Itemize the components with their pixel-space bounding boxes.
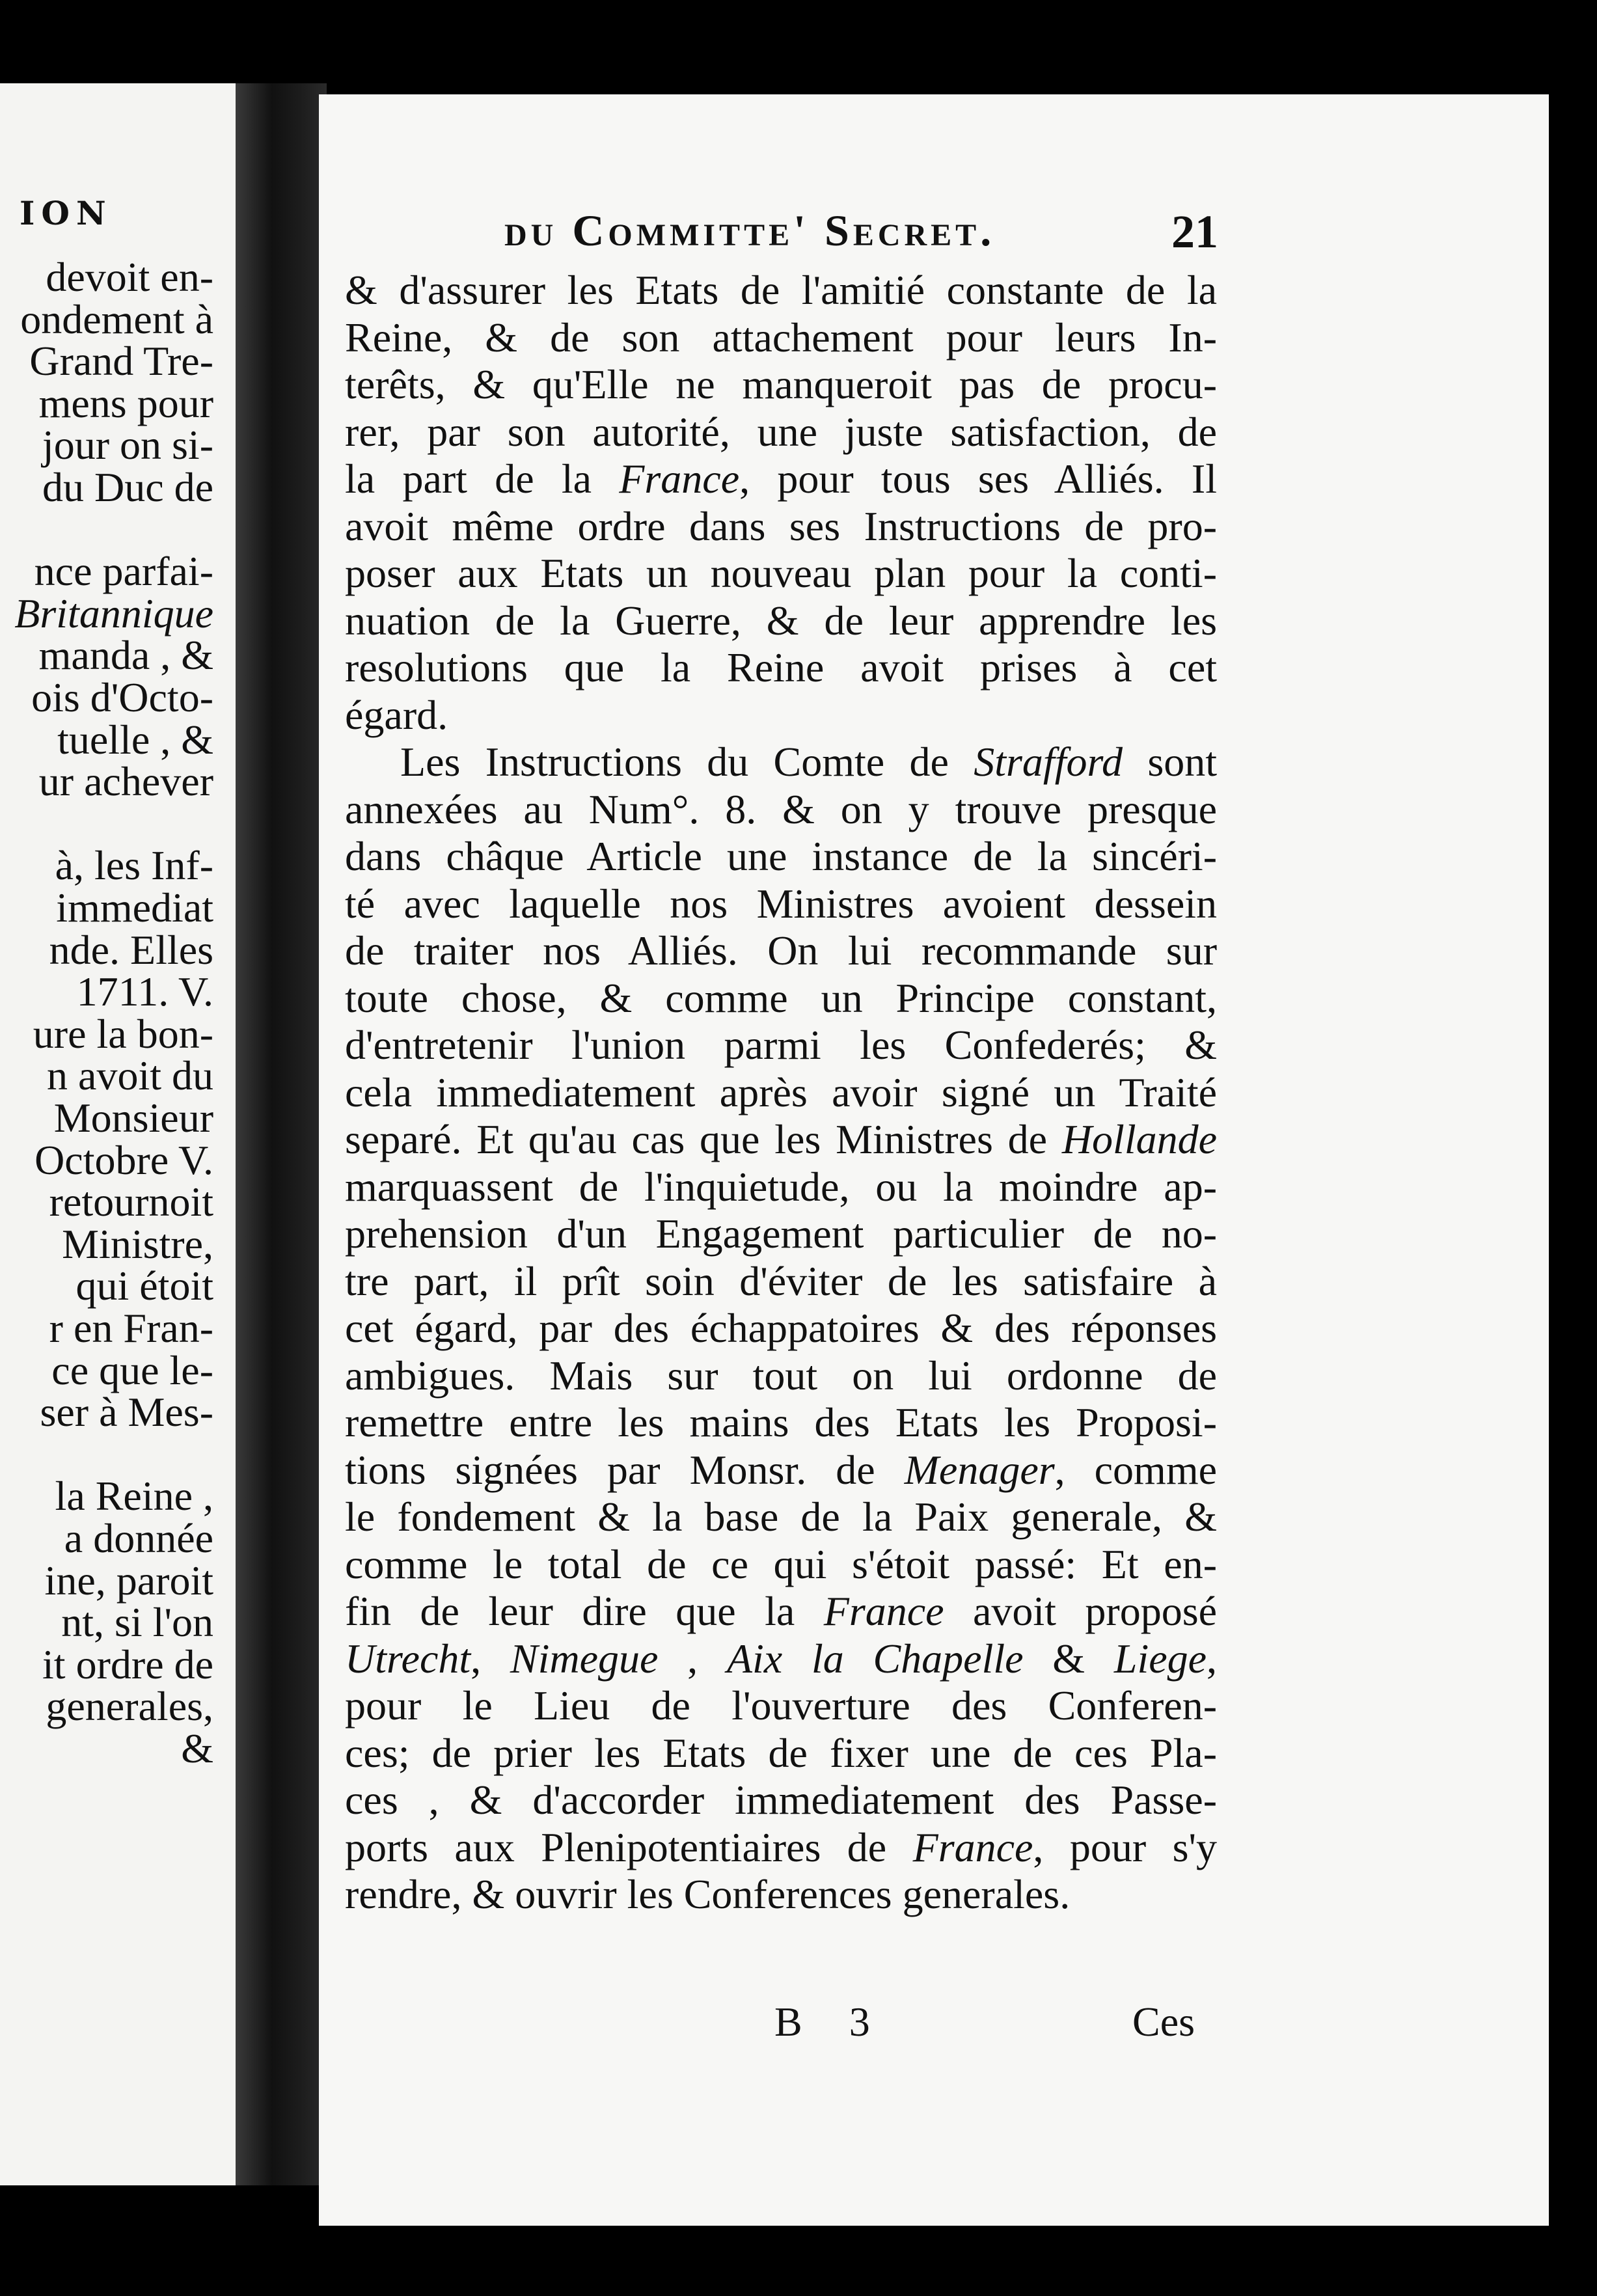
text-line [345,1399,1217,1447]
left-text-line: Grand Tre- [29,338,213,385]
text-line [345,1258,1217,1305]
left-text-line: immediat [56,884,213,931]
text-line [345,1447,1217,1494]
text-segment: rer, par son autorité, une juste satisfaction, de [345,408,1217,455]
left-text-line: Ministre, [62,1220,213,1267]
left-text-line: tuelle , & [57,716,213,763]
text-segment: prehension d'un Engagement particulier de no- [345,1210,1217,1257]
italic-segment: Nimegue [510,1635,659,1682]
text-line [345,1541,1217,1589]
text-line [345,503,1217,551]
text-line [345,1871,1217,1919]
left-text-line: it ordre de [42,1641,213,1688]
left-text-line: r en Fran- [49,1305,213,1351]
text-segment: , [1207,1635,1218,1682]
left-running-head: ION [20,194,113,232]
left-text-line: a donnée [64,1515,213,1561]
text-segment: pour le Lieu de l'ouverture des Conferen- [345,1682,1217,1729]
text-line [345,833,1217,881]
catchword: Ces [1132,1999,1195,2045]
italic-segment: Hollande [1061,1116,1217,1162]
left-text-line: 1711. V. [76,968,213,1015]
left-text-line: n avoit du [47,1052,213,1099]
text-line [345,927,1217,975]
page-number: 21 [1171,206,1218,258]
left-text-line: ondement à [20,295,213,342]
signature-mark: B 3 [774,1999,888,2045]
text-line [345,1352,1217,1400]
text-segment: , pour s'y [1033,1824,1218,1870]
text-segment: rendre, & ouvrir les Conferences generales. [345,1871,1071,1917]
text-segment: avoit proposé [944,1588,1217,1634]
text-line [345,361,1217,409]
text-line [345,1210,1217,1258]
text-line [345,597,1217,645]
right-page [319,94,1549,2226]
text-segment: toute chose, & comme un Principe constant, [345,974,1217,1021]
text-segment: dans châque Article une instance de la sincéri- [345,833,1217,879]
left-page-fragment [0,83,259,2185]
text-line [345,1682,1217,1730]
left-text-line: ce que le- [51,1346,213,1393]
text-line [345,267,1217,314]
text-segment: & [1023,1635,1114,1682]
text-segment: cela immediatement après avoir signé un Traité [345,1069,1217,1115]
left-text-line: retournoit [49,1179,213,1225]
text-line [345,1494,1217,1541]
text-line [345,314,1217,362]
text-segment: sont [1123,739,1217,785]
text-segment: Les Instructions du Comte de [400,739,974,785]
page-footer [319,1998,1549,2050]
left-text-line: & [181,1725,213,1771]
text-segment: avoit même ordre dans ses Instructions de pro- [345,502,1217,549]
text-segment: ambigues. Mais sur tout on lui ordonne de [345,1352,1217,1399]
text-segment: fin de leur dire que la [345,1588,824,1634]
text-segment: ports aux Plenipotentiaires de [345,1824,913,1870]
text-line [345,975,1217,1022]
text-line [345,1022,1217,1069]
left-text-line: Monsieur [53,1095,213,1141]
left-text-line: Britannique [14,590,213,636]
text-line [345,1635,1217,1683]
left-text-line: qui étoit [75,1263,213,1309]
text-segment: terêts, & qu'Elle ne manqueroit pas de procu- [345,361,1217,407]
text-line [345,644,1217,692]
italic-segment: France [619,456,740,502]
book-gutter [236,83,327,2185]
running-head [319,205,1549,257]
text-line [345,1305,1217,1352]
italic-segment: France [823,1588,944,1634]
left-text-line: nce parfai- [34,548,213,595]
left-text-line: ois d'Octo- [31,674,213,720]
text-line [345,550,1217,597]
text-segment: tre part, il prît soin d'éviter de les satisfaire à [345,1257,1217,1304]
text-segment: la part de la [345,456,620,502]
text-line [345,456,1217,503]
text-segment: Reine, & de son attachement pour leurs In- [345,314,1217,361]
text-segment: de traiter nos Alliés. On lui recommande sur [345,927,1217,974]
left-text-line: jour on si- [42,422,213,469]
text-segment: resolutions que la Reine avoit prises à cet [345,644,1217,690]
left-text-line: ur achever [38,758,213,805]
text-segment: & d'assurer les Etats de l'amitié constante de la [345,267,1217,313]
italic-segment: Utrecht [345,1635,471,1682]
body-text [345,267,1217,1919]
left-text-line: Octobre V. [34,1136,213,1183]
left-text-line: ine, paroit [44,1557,213,1604]
text-segment: ces , & d'accorder immediatement des Passe- [345,1777,1217,1823]
running-title: du Committe' Secret. [504,206,996,255]
text-segment: d'entretenir l'union parmi les Confederés; & [345,1022,1217,1068]
italic-segment: Liege [1113,1635,1207,1682]
left-text-line: du Duc de [42,464,213,510]
left-text-line: nde. Elles [49,926,213,973]
left-text-line: à, les Inf- [55,842,213,889]
left-text-line: ser à Mes- [40,1389,213,1436]
text-segment: , [471,1635,510,1682]
text-segment: nuation de la Guerre, & de leur apprendre les [345,597,1217,644]
text-line [345,1730,1217,1777]
text-segment: , comme [1054,1446,1217,1493]
text-segment: annexées au Num°. 8. & on y trouve presque [345,786,1217,832]
text-line [345,1164,1217,1211]
text-line [345,1069,1217,1117]
text-segment: remettre entre les mains des Etats les Proposi- [345,1399,1217,1445]
text-segment: le fondement & la base de la Paix generale, & [345,1494,1217,1540]
text-line [345,692,1217,739]
text-line [345,739,1217,786]
italic-segment: Aix la Chapelle [726,1635,1024,1682]
text-line [345,1588,1217,1635]
left-text-line: generales, [46,1683,213,1730]
text-segment: , [658,1635,727,1682]
text-segment: tions signées par Monsr. de [345,1446,905,1493]
text-segment: marquassent de l'inquietude, ou la moindre ap- [345,1163,1217,1210]
left-text-line: nt, si l'on [61,1599,213,1646]
left-text-line: manda , & [38,632,213,679]
left-text-line: la Reine , [55,1473,213,1520]
left-text-line: devoit en- [46,254,213,300]
text-segment: cet égard, par des échappatoires & des réponses [345,1305,1217,1351]
left-text-line: ure la bon- [33,1010,213,1057]
text-segment: poser aux Etats un nouveau plan pour la conti- [345,550,1217,596]
italic-segment: Strafford [974,739,1123,785]
text-segment: ces; de prier les Etats de fixer une de ces Pla- [345,1729,1217,1776]
text-line [345,786,1217,834]
italic-segment: Menager [904,1446,1055,1493]
text-line [345,1824,1217,1872]
left-text-line: mens pour [38,379,213,426]
italic-segment: France [912,1824,1033,1870]
text-line [345,1777,1217,1824]
text-segment: separé. Et qu'au cas que les Ministres de [345,1116,1062,1162]
text-line [345,881,1217,928]
text-segment: té avec laquelle nos Ministres avoient dessein [345,880,1217,927]
text-segment: , pour tous ses Alliés. Il [739,456,1217,502]
text-segment: comme le total de ce qui s'étoit passé: Et en- [345,1540,1217,1587]
text-line [345,1116,1217,1164]
text-line [345,409,1217,456]
text-segment: égard. [345,691,448,738]
